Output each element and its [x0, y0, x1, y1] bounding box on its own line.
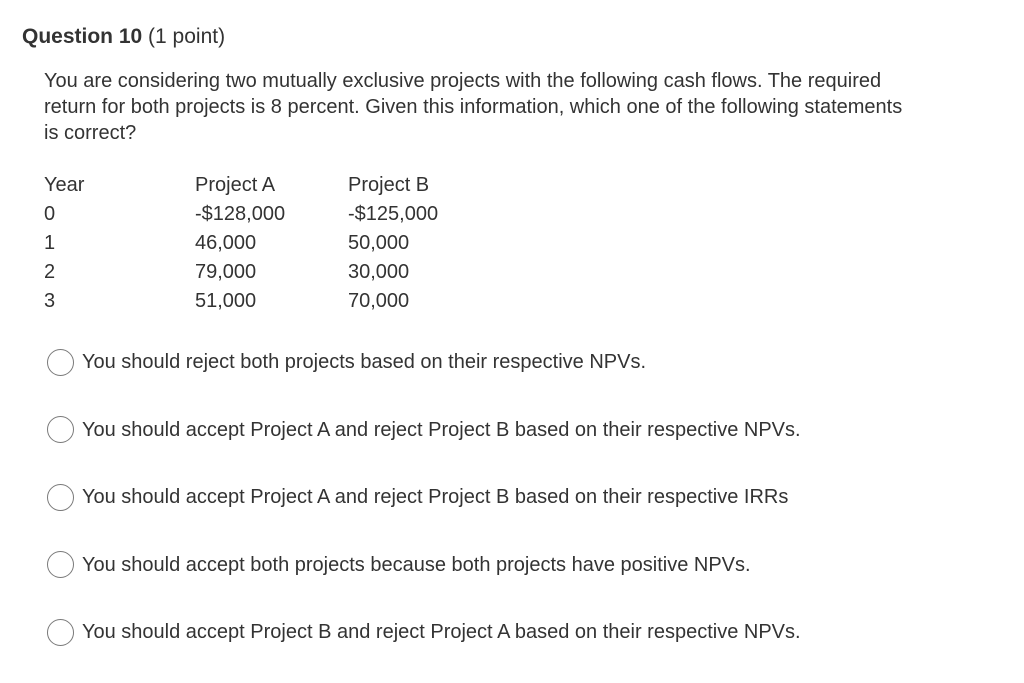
table-header-row	[44, 171, 488, 200]
question-points: (1 point)	[148, 25, 226, 48]
answer-option-label[interactable]: You should accept Project B and reject Project A based on their respective NPVs.	[82, 621, 801, 643]
project-a-cell: 46,000	[195, 232, 257, 254]
answer-option-1[interactable]	[47, 345, 987, 379]
answer-option-4[interactable]	[47, 548, 987, 582]
year-cell: 1	[44, 232, 56, 254]
answer-option-label[interactable]: You should accept Project A and reject Project B based on their respective NPVs.	[82, 418, 801, 441]
answer-option-5[interactable]	[47, 615, 987, 649]
year-cell: 2	[44, 261, 56, 283]
project-b-cell: 30,000	[348, 261, 410, 283]
table-row	[44, 258, 488, 287]
project-b-cell: 70,000	[348, 290, 410, 312]
header-project-b: Project B	[348, 174, 430, 196]
answer-option-2[interactable]	[47, 413, 987, 447]
answer-option-3[interactable]	[47, 480, 987, 514]
header-project-a: Project A	[195, 174, 276, 196]
question-header	[22, 24, 225, 50]
radio-button[interactable]	[47, 349, 74, 376]
answer-option-label[interactable]: You should accept both projects because both projects have positive NPVs.	[82, 553, 751, 576]
radio-button[interactable]	[47, 551, 74, 578]
radio-button[interactable]	[47, 619, 74, 646]
answer-option-label[interactable]: You should reject both projects based on their respective NPVs.	[82, 351, 647, 373]
project-b-cell: 50,000	[348, 232, 410, 254]
radio-button[interactable]	[47, 416, 74, 443]
question-title: Question 10	[22, 25, 143, 48]
radio-button[interactable]	[47, 484, 74, 511]
table-row	[44, 200, 488, 229]
project-a-cell: 51,000	[195, 290, 257, 312]
table-row	[44, 287, 488, 316]
answer-options	[47, 345, 987, 683]
question-prompt: You are considering two mutually exclusive projects with the following cash flows. The required return for both projects is 8 percent. Given this information, which one of the following statements is correct?	[44, 70, 903, 144]
answer-option-label[interactable]: You should accept Project A and reject Project B based on their respective IRRs	[82, 486, 789, 508]
project-b-cell: -$125,000	[348, 203, 439, 225]
table-row	[44, 229, 488, 258]
project-a-cell: 79,000	[195, 261, 257, 283]
year-cell: 3	[44, 290, 56, 312]
year-cell: 0	[44, 203, 56, 225]
header-year: Year	[44, 174, 85, 196]
cash-flow-table	[44, 171, 488, 316]
project-a-cell: -$128,000	[195, 203, 286, 225]
